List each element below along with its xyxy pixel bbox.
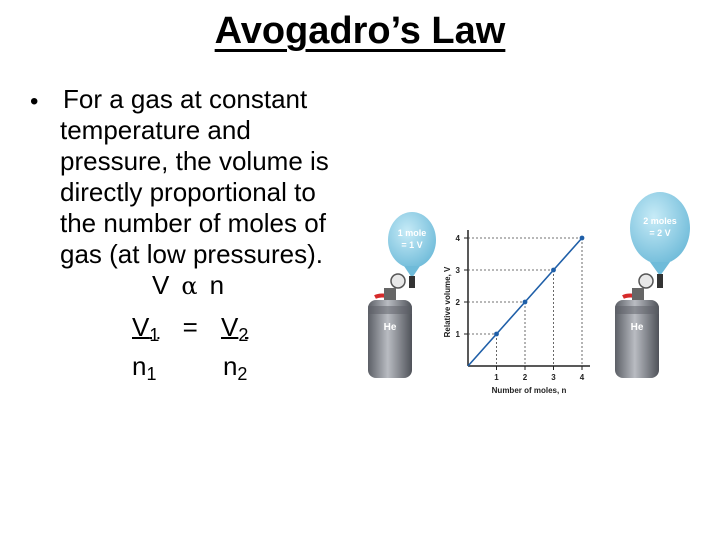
data-point <box>523 300 528 305</box>
bullet-line: For a gas at constant <box>63 84 308 114</box>
right-tank-label: He <box>630 322 644 333</box>
bullet-line: temperature and <box>60 115 251 145</box>
bullet-line: gas (at low pressures). <box>60 239 323 269</box>
equals-sign: = <box>182 312 198 342</box>
v2-term: $V_2$ <box>221 312 249 345</box>
y-tick-label: 4 <box>455 234 460 243</box>
v1-term: $V_1$ <box>132 312 160 345</box>
proportional-symbol: α <box>181 272 198 300</box>
x-axis-label: Number of moles, n <box>491 386 567 395</box>
x-tick-label: 4 <box>579 373 585 382</box>
right-helium-tank <box>615 192 690 378</box>
left-tank-label: He <box>383 322 397 333</box>
volume-vs-moles-chart <box>443 230 590 395</box>
bullet-line: the number of moles of <box>60 208 326 238</box>
data-point <box>494 332 499 337</box>
right-balloon-label-2: = 2 V <box>649 228 671 238</box>
moles-symbol: n <box>209 270 225 300</box>
x-tick-label: 3 <box>551 373 556 382</box>
x-tick-label: 2 <box>522 373 528 382</box>
bullet-dot: • <box>30 88 39 115</box>
y-tick-label: 2 <box>455 298 460 307</box>
left-balloon-label-1: 1 mole <box>397 228 427 238</box>
data-point <box>580 236 585 241</box>
bullet-line: directly proportional to <box>60 177 316 207</box>
right-gauge <box>639 274 653 288</box>
y-axis-label: Relative volume, V <box>443 266 452 338</box>
bullet-line: pressure, the volume is <box>60 146 329 176</box>
data-point <box>551 268 556 273</box>
y-tick-label: 3 <box>455 266 460 275</box>
n2-term: $n_2$ <box>222 351 248 384</box>
x-tick-label: 1 <box>494 373 499 382</box>
left-helium-tank <box>368 212 436 378</box>
left-balloon-label-2: = 1 V <box>401 240 423 250</box>
right-balloon-label-1: 2 moles <box>643 216 677 226</box>
slide-title: Avogadro’s Law <box>214 10 506 52</box>
volume-symbol: V <box>152 270 170 300</box>
n1-term: $n_1$ <box>132 351 157 384</box>
y-tick-label: 1 <box>455 330 460 339</box>
left-gauge <box>391 274 405 288</box>
